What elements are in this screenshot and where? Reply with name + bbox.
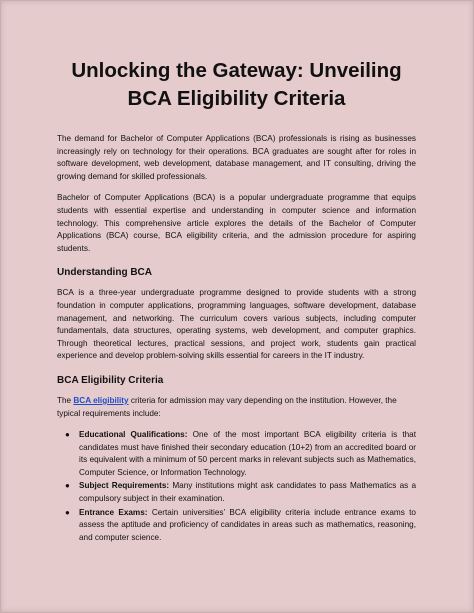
document-content bbox=[57, 57, 416, 545]
bullet-icon: ● bbox=[65, 507, 70, 517]
list-item-label: Subject Requirements: bbox=[79, 481, 170, 491]
list-item-label: Entrance Exams: bbox=[79, 507, 148, 517]
eligibility-lead-before: The bbox=[57, 395, 74, 405]
page-title: Unlocking the Gateway: Unveiling BCA Eligibility Criteria bbox=[71, 59, 402, 110]
section-heading-understanding-bca: Understanding BCA bbox=[57, 267, 152, 279]
list-item-text: Certain universities’ BCA eligibility criteria include entrance exams to assess the aptitude and proficiency of candidates in areas such as mathematics, reasoning, and computer science. bbox=[79, 507, 416, 542]
eligibility-list bbox=[57, 429, 416, 544]
bullet-icon: ● bbox=[65, 481, 70, 491]
eligibility-lead-after: criteria for admission may vary depending on the institution. However, the typical requirements include: bbox=[57, 395, 397, 418]
list-item bbox=[65, 507, 416, 545]
list-item bbox=[65, 429, 417, 479]
bca-eligibility-link[interactable]: BCA eligibility bbox=[73, 395, 129, 405]
eligibility-lead-paragraph bbox=[57, 395, 416, 420]
intro-paragraph-2: Bachelor of Computer Applications (BCA) is a popular undergraduate programme that equips students with essential expertise and understanding in computer science and information technology. This comprehensive article explores the details of the Bachelor of Computer Applications (BCA) course, BCA eligibility criteria, and the admission procedure for aspiring students. bbox=[57, 193, 416, 253]
section-heading-eligibility: BCA Eligibility Criteria bbox=[57, 374, 164, 386]
intro-paragraph-1: The demand for Bachelor of Computer Applications (BCA) professionals is rising as businesses increasingly rely on technology for their operations. BCA graduates are sought after for roles in software development, web development, database management, and IT consulting, driving the growing demand for skilled professionals. bbox=[57, 134, 416, 181]
understanding-bca-paragraph: BCA is a three-year undergraduate programme designed to provide students with a strong foundation in computer applications, programming languages, software development, database management, and networking. The curriculum covers various subjects, including computer fundamentals, data structures, operating systems, web development, and computer graphics. Through theoretical lectures, practical sessions, and project work, students gain practical experience and develop problem-solving skills essential for careers in the IT industry. bbox=[57, 288, 416, 361]
list-item bbox=[65, 480, 416, 505]
list-item-label: Educational Qualifications: bbox=[79, 430, 188, 440]
list-item-text: One of the most important BCA eligibility criteria is that candidates must have finished their secondary education (10+2) from an accredited board or its equivalent with a minimum of 50 percent marks in relevant subjects such as Mathematics, Computer Science, or Information Technology. bbox=[79, 430, 417, 477]
bullet-icon: ● bbox=[65, 430, 70, 440]
list-item-text: Many institutions might ask candidates to pass Mathematics as a compulsory subject in their examination. bbox=[79, 481, 416, 504]
